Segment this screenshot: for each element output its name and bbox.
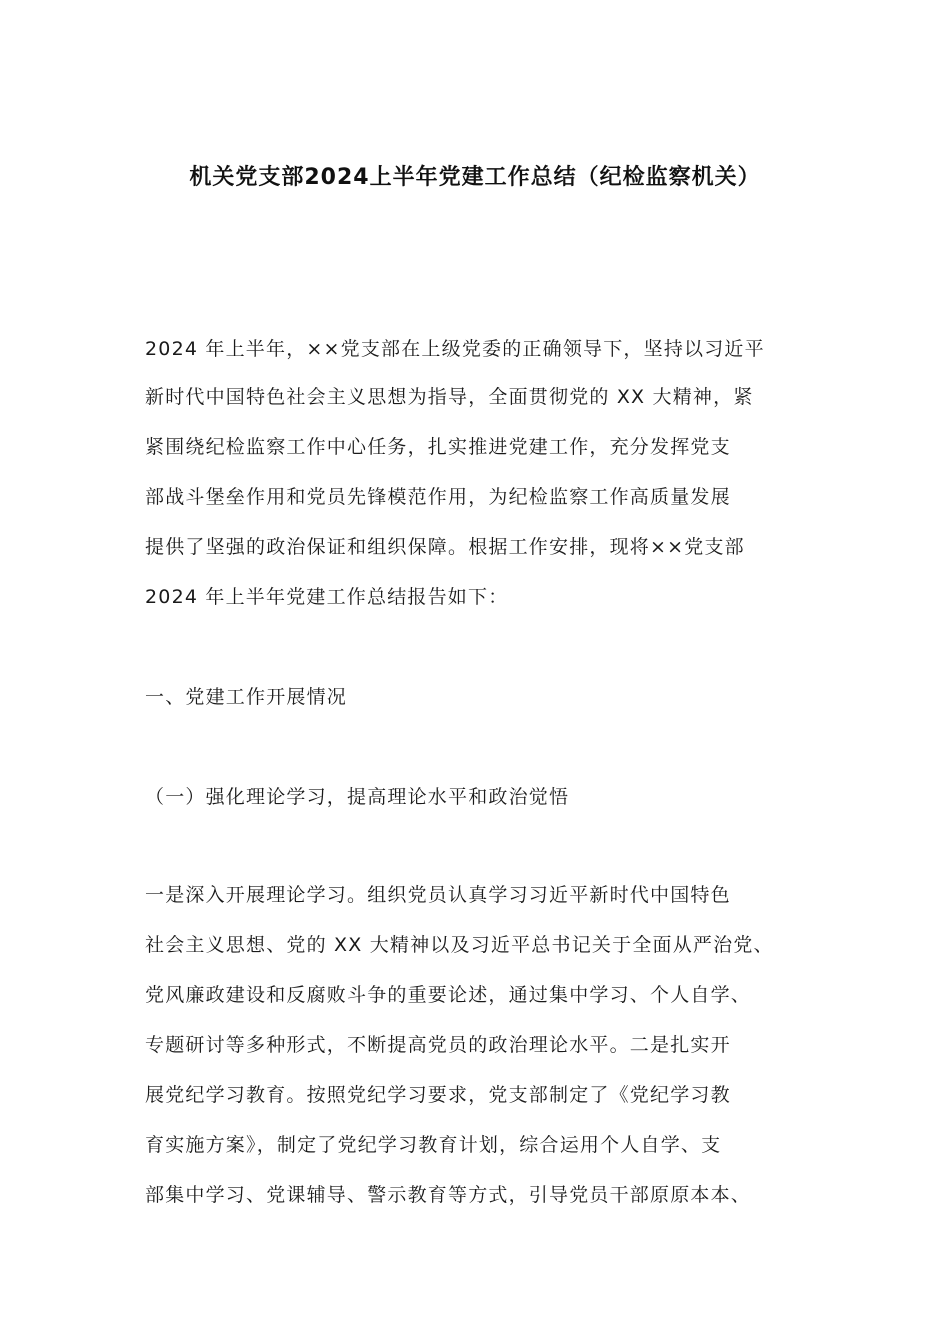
body-line-7: 部集中学习、党课辅导、警示教育等方式，引导党员干部原原本本、 <box>145 1184 752 1206</box>
section-heading: 一、党建工作开展情况 <box>145 686 348 708</box>
intro-line-5: 提供了坚强的政治保证和组织保障。根据工作安排，现将××党支部 <box>145 536 745 558</box>
body-line-4: 专题研讨等多种形式，不断提高党员的政治理论水平。二是扎实开 <box>145 1034 731 1056</box>
document-title: 机关党支部2024上半年党建工作总结（纪检监察机关） <box>189 165 761 190</box>
intro-line-3: 紧围绕纪检监察工作中心任务，扎实推进党建工作，充分发挥党支 <box>145 436 731 458</box>
body-line-3: 党风廉政建设和反腐败斗争的重要论述，通过集中学习、个人自学、 <box>145 984 752 1006</box>
body-line-2: 社会主义思想、党的 XX 大精神以及习近平总书记关于全面从严治党、 <box>145 934 774 956</box>
body-line-6: 育实施方案》，制定了党纪学习教育计划，综合运用个人自学、支 <box>145 1134 722 1156</box>
intro-line-1: 2024 年上半年，××党支部在上级党委的正确领导下，坚持以习近平 <box>145 338 765 360</box>
body-line-1: 一是深入开展理论学习。组织党员认真学习习近平新时代中国特色 <box>145 884 731 906</box>
intro-line-4: 部战斗堡垒作用和党员先锋模范作用，为纪检监察工作高质量发展 <box>145 486 731 508</box>
subsection-heading: （一）强化理论学习，提高理论水平和政治觉悟 <box>145 786 570 808</box>
intro-line-6: 2024 年上半年党建工作总结报告如下： <box>145 586 509 608</box>
intro-line-2: 新时代中国特色社会主义思想为指导，全面贯彻党的 XX 大精神，紧 <box>145 386 754 408</box>
body-line-5: 展党纪学习教育。按照党纪学习要求，党支部制定了《党纪学习教 <box>145 1084 731 1106</box>
